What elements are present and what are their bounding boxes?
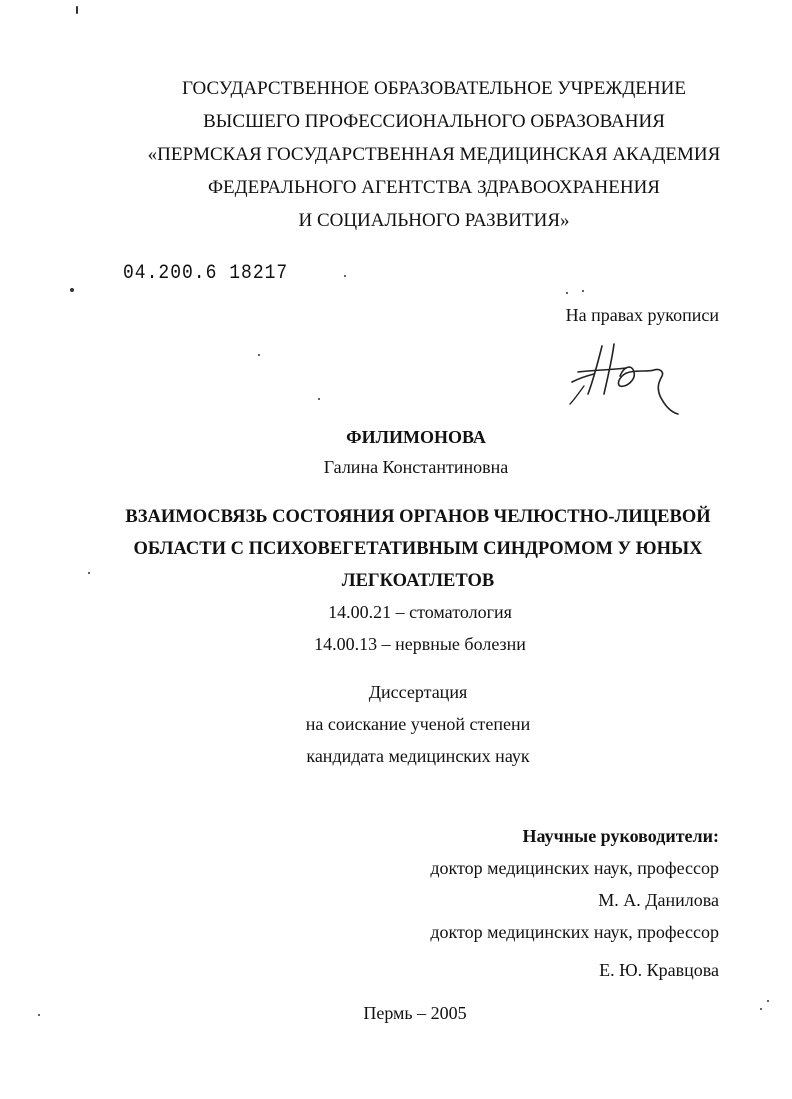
handwritten-signature <box>564 342 684 420</box>
thesis-line-1: Диссертация <box>368 682 468 702</box>
organization-line-5: И СОЦИАЛЬНОГО РАЗВИТИЯ» <box>298 210 570 231</box>
author-block <box>20 424 792 480</box>
title-line-2: ОБЛАСТИ С ПСИХОВЕГЕТАТИВНЫМ СИНДРОМОМ У ЮНЫХ <box>133 539 703 559</box>
supervisor-2-name: Е. Ю. Кравцова <box>599 960 719 980</box>
author-surname: ФИЛИМОНОВА <box>346 427 486 447</box>
city-year: Пермь – 2005 <box>363 1003 467 1023</box>
supervisor-2-degree: доктор медицинских наук, профессор <box>430 922 719 942</box>
supervisors-block <box>430 820 719 986</box>
thesis-description <box>22 676 792 772</box>
manuscript-rights-note: На правах рукописи <box>565 305 719 325</box>
organization-line-2: ВЫСШЕГО ПРОФЕССИОНАЛЬНОГО ОБРАЗОВАНИЯ <box>203 111 665 132</box>
scan-speck <box>344 275 346 277</box>
organization-line-3: «ПЕРМСКАЯ ГОСУДАРСТВЕННАЯ МЕДИЦИНСКАЯ АКАДЕМИЯ <box>147 144 721 165</box>
archive-number: 04.200.6 18217 <box>123 262 289 285</box>
scan-speck <box>318 398 320 400</box>
scan-speck <box>566 292 568 294</box>
title-line-3: ЛЕГКОАТЛЕТОВ <box>341 571 495 591</box>
supervisor-1-degree: доктор медицинских наук, профессор <box>430 858 719 878</box>
author-given-names: Галина Константиновна <box>323 457 509 477</box>
scan-speck <box>258 354 260 356</box>
specialty-codes <box>24 596 792 660</box>
scan-speck <box>582 290 584 292</box>
scan-speck <box>70 288 74 292</box>
title-line-1: ВЗАИМОСВЯЗЬ СОСТОЯНИЯ ОРГАНОВ ЧЕЛЮСТНО-ЛИЦЕВОЙ <box>125 507 711 527</box>
organization-header <box>38 72 792 237</box>
scan-mark <box>76 6 78 14</box>
specialty-code-2: 14.00.13 – нервные болезни <box>314 634 526 654</box>
thesis-line-2: на соискание ученой степени <box>305 714 531 734</box>
dissertation-title <box>22 501 792 597</box>
specialty-code-1: 14.00.21 – стоматология <box>328 602 512 622</box>
organization-line-4: ФЕДЕРАЛЬНОГО АГЕНТСТВА ЗДРАВООХРАНЕНИЯ <box>208 177 660 198</box>
organization-line-1: ГОСУДАРСТВЕННОЕ ОБРАЗОВАТЕЛЬНОЕ УЧРЕЖДЕНИЕ <box>182 78 686 99</box>
supervisor-1-name: М. А. Данилова <box>598 890 719 910</box>
supervisors-heading: Научные руководители: <box>522 826 719 846</box>
scan-speck <box>767 1000 769 1002</box>
thesis-line-3: кандидата медицинских наук <box>306 746 530 766</box>
